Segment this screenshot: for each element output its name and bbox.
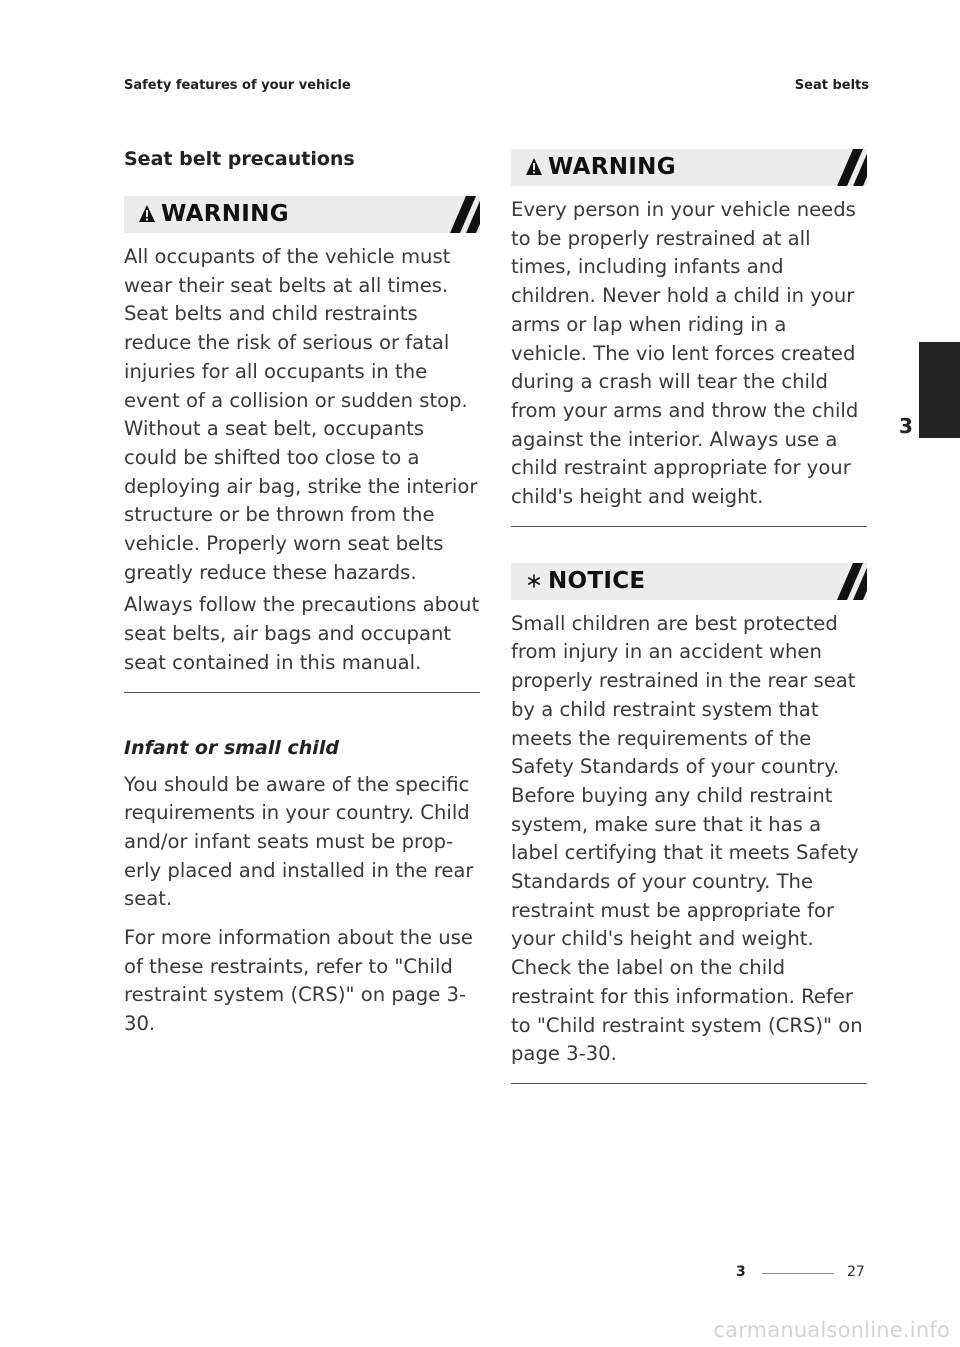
asterisk-icon <box>525 571 543 591</box>
banner-stripes <box>436 196 480 233</box>
left-column <box>124 148 480 1043</box>
warning-paragraph: Always follow the precautions about seat belts, air bags and occupant seat contained in this manual. <box>124 593 480 674</box>
subheading: Infant or small child <box>124 736 339 759</box>
warning-triangle-icon <box>525 157 543 177</box>
warning-label: WARNING <box>161 201 289 227</box>
divider <box>511 526 867 527</box>
notice-paragraph: Small children are best protected from injury in an accident when properly restrained in the rear seat by a child restraint system that meets the requirements of the Safety Standards of your country. Before buying any child restraint system, make sure that it has a label certifying that it meets Safety Standards of your country. The restraint must be appropriate for your child's height and weight. Check the label on the child restraint for this information. Refer to "Child restraint system (CRS)" on page 3-30. <box>511 611 863 1066</box>
notice-label: NOTICE <box>548 567 646 594</box>
warning-paragraph: Every person in your vehicle needs to be properly restrained at all times, including infants and children. Never hold a child in your arms or lap when riding in a vehicle. The vio lent forces created during a crash will tear the child from your arms and throw the child against the interior. Always use a child restraint appropriate for your child's height and weight. <box>511 198 859 509</box>
section-title: Seat belt precautions <box>124 148 355 170</box>
running-header-chapter: Safety features of your vehicle <box>124 78 351 93</box>
footer-chapter-number: 3 <box>736 1264 746 1280</box>
running-header-section: Seat belts <box>794 78 869 93</box>
footer-rule <box>762 1273 834 1274</box>
body-paragraph: You should be aware of the specific requirements in your country. Child and/or infant seats must be prop erly placed and installed in the rear seat. <box>124 772 474 911</box>
warning-label: WARNING <box>548 154 676 180</box>
chapter-tab-number: 3 <box>899 414 913 438</box>
warning-banner <box>124 196 480 233</box>
warning-paragraph: All occupants of the vehicle must wear their seat belts at all times. Seat belts and child restraints reduce the risk of serious or fatal injuries for all occupants in the event of a collision or sudden stop. Without a seat belt, occupants could be shifted too close to a deploying air bag, strike the interior structure or be thrown from the vehicle. Properly worn seat belts greatly reduce these hazards. <box>124 245 478 584</box>
divider <box>124 692 480 693</box>
warning-triangle-icon <box>138 204 156 224</box>
warning-banner <box>511 149 867 186</box>
body-paragraph: For more information about the use of these restraints, refer to "Child restraint system (CRS)" on page 3-30. <box>124 926 473 1036</box>
notice-banner <box>511 563 867 600</box>
watermark: carmanualsonline.info <box>713 1318 950 1342</box>
chapter-tab <box>919 342 960 438</box>
banner-stripes <box>823 563 867 600</box>
right-column <box>511 149 867 1084</box>
banner-stripes <box>823 149 867 186</box>
divider <box>511 1083 867 1084</box>
footer-page-number: 27 <box>847 1264 865 1280</box>
